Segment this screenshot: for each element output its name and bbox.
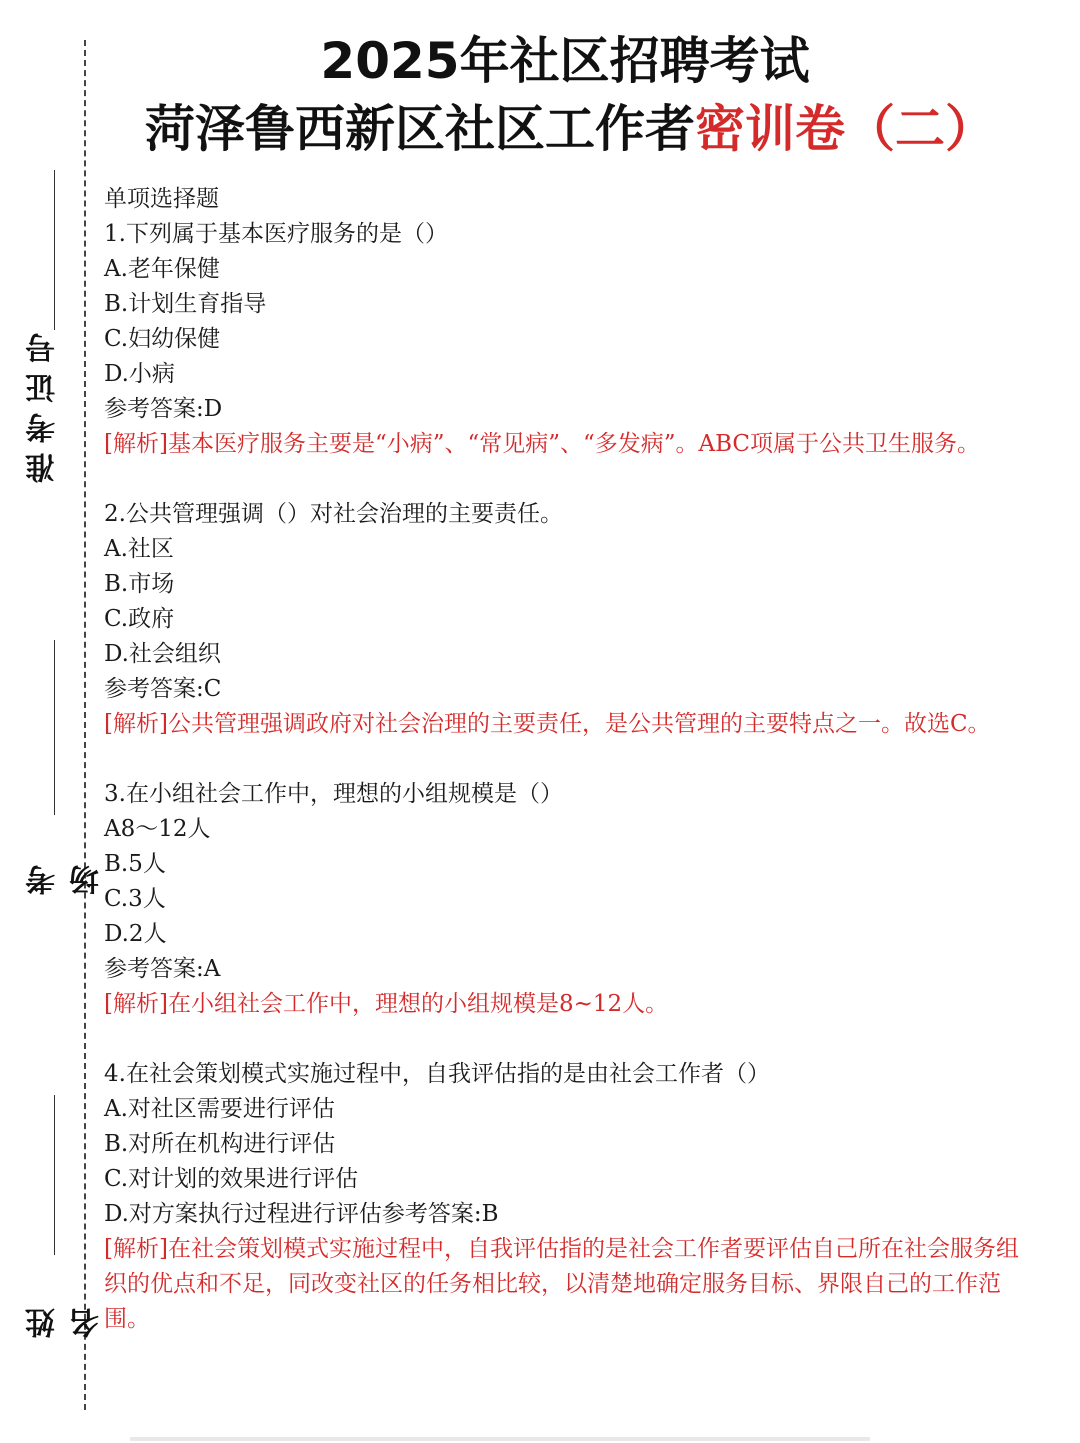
title-accent-text: 密训卷（二） bbox=[695, 100, 995, 158]
option-c: C.政府 bbox=[104, 606, 175, 632]
question-stem: 2.公共管理强调（）对社会治理的主要责任。 bbox=[104, 501, 563, 527]
option-b: B.市场 bbox=[104, 571, 175, 597]
option-d: D.2人 bbox=[104, 921, 167, 947]
exam-room-underline bbox=[54, 640, 55, 815]
option-a: A.老年保健 bbox=[104, 256, 220, 282]
question-stem: 1.下列属于基本医疗服务的是（） bbox=[104, 221, 448, 247]
reference-answer: 参考答案:D bbox=[104, 396, 223, 422]
answer-analysis: [解析]在社会策划模式实施过程中，自我评估指的是社会工作者要评估自己所在社会服务组织的优点和不足，同改变社区的任务相比较，以清楚地确定服务目标、界限自己的工作范围。 bbox=[104, 1236, 1019, 1332]
option-a: A8～12人 bbox=[104, 816, 211, 842]
answer-analysis: [解析]基本医疗服务主要是“小病”、“常见病”、“多发病”。ABC项属于公共卫生服务。 bbox=[104, 431, 981, 457]
section-title: 单项选择题 bbox=[104, 186, 219, 212]
option-b: B.计划生育指导 bbox=[104, 291, 267, 317]
question-4 bbox=[104, 1057, 1034, 1337]
reference-answer: 参考答案:C bbox=[104, 676, 222, 702]
option-d: D.社会组织 bbox=[104, 641, 221, 667]
exam-room-label: 考场 bbox=[26, 835, 105, 895]
admission-number-underline bbox=[54, 170, 55, 330]
question-stem: 4.在社会策划模式实施过程中，自我评估指的是由社会工作者（） bbox=[104, 1061, 770, 1087]
option-c: C.3人 bbox=[104, 886, 166, 912]
bottom-divider bbox=[130, 1437, 870, 1441]
admission-number-label: 准考证号 bbox=[26, 323, 61, 483]
question-stem: 3.在小组社会工作中，理想的小组规模是（） bbox=[104, 781, 563, 807]
answer-analysis: [解析]公共管理强调政府对社会治理的主要责任，是公共管理的主要特点之一。故选C。 bbox=[104, 711, 991, 737]
option-c: C.对计划的效果进行评估 bbox=[104, 1166, 359, 1192]
binding-dashed-line bbox=[84, 40, 86, 1410]
option-d: D.小病 bbox=[104, 361, 175, 387]
reference-answer: 参考答案:A bbox=[104, 956, 221, 982]
option-a: A.对社区需要进行评估 bbox=[104, 1096, 335, 1122]
option-d-with-answer: D.对方案执行过程进行评估参考答案:B bbox=[104, 1201, 499, 1227]
name-underline bbox=[54, 1095, 55, 1255]
question-3 bbox=[104, 777, 1034, 1022]
title-main-text: 菏泽鲁西新区社区工作者 bbox=[145, 100, 695, 158]
question-2 bbox=[104, 497, 1034, 742]
question-content bbox=[104, 182, 1034, 1337]
page-title-line-2 bbox=[0, 98, 1080, 160]
option-b: B.5人 bbox=[104, 851, 166, 877]
question-1 bbox=[104, 217, 1034, 462]
option-c: C.妇幼保健 bbox=[104, 326, 221, 352]
option-b: B.对所在机构进行评估 bbox=[104, 1131, 336, 1157]
name-label: 姓名 bbox=[26, 1278, 105, 1338]
answer-analysis: [解析]在小组社会工作中，理想的小组规模是8~12人。 bbox=[104, 991, 669, 1017]
page-title-line-1: 2025年社区招聘考试 bbox=[320, 32, 810, 90]
option-a: A.社区 bbox=[104, 536, 174, 562]
